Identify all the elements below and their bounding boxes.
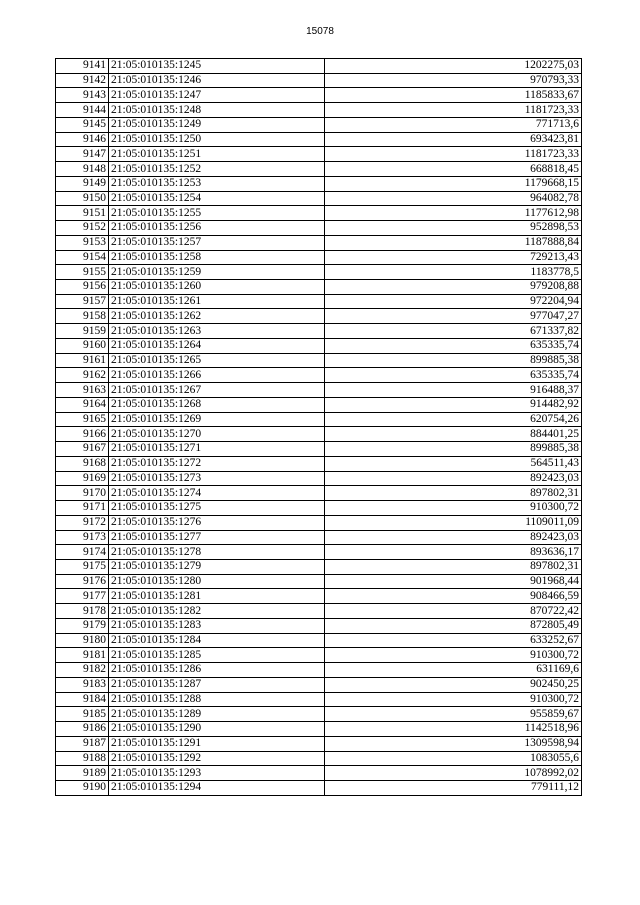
- row-number-cell: 9187: [56, 736, 109, 751]
- table-row: [56, 604, 582, 619]
- cadastral-number-cell: 21:05:010135:1281: [109, 589, 325, 604]
- table-row: [56, 412, 582, 427]
- row-number-cell: 9186: [56, 722, 109, 737]
- cadastral-number-cell: 21:05:010135:1245: [109, 59, 325, 74]
- table-row: [56, 265, 582, 280]
- row-number-cell: 9143: [56, 88, 109, 103]
- table-row: [56, 103, 582, 118]
- cadastral-value-cell: 1142518,96: [325, 722, 582, 737]
- cadastral-number-cell: 21:05:010135:1270: [109, 427, 325, 442]
- table-row: [56, 663, 582, 678]
- cadastral-value-cell: 902450,25: [325, 677, 582, 692]
- row-number-cell: 9168: [56, 456, 109, 471]
- cadastral-number-cell: 21:05:010135:1273: [109, 471, 325, 486]
- cadastral-value-cell: 631169,6: [325, 663, 582, 678]
- cadastral-number-cell: 21:05:010135:1290: [109, 722, 325, 737]
- row-number-cell: 9166: [56, 427, 109, 442]
- table-row: [56, 574, 582, 589]
- row-number-cell: 9170: [56, 486, 109, 501]
- row-number-cell: 9141: [56, 59, 109, 74]
- table-row: [56, 191, 582, 206]
- cadastral-number-cell: 21:05:010135:1266: [109, 368, 325, 383]
- cadastral-number-cell: 21:05:010135:1264: [109, 338, 325, 353]
- row-number-cell: 9151: [56, 206, 109, 221]
- table-row: [56, 88, 582, 103]
- row-number-cell: 9181: [56, 648, 109, 663]
- cadastral-number-cell: 21:05:010135:1271: [109, 442, 325, 457]
- cadastral-number-cell: 21:05:010135:1286: [109, 663, 325, 678]
- table-row: [56, 427, 582, 442]
- cadastral-value-cell: 1179668,15: [325, 176, 582, 191]
- row-number-cell: 9175: [56, 559, 109, 574]
- cadastral-number-cell: 21:05:010135:1265: [109, 353, 325, 368]
- table-row: [56, 545, 582, 560]
- cadastral-number-cell: 21:05:010135:1268: [109, 397, 325, 412]
- cadastral-number-cell: 21:05:010135:1283: [109, 618, 325, 633]
- cadastral-value-cell: 1181723,33: [325, 147, 582, 162]
- cadastral-number-cell: 21:05:010135:1246: [109, 73, 325, 88]
- cadastral-value-cell: 1202275,03: [325, 59, 582, 74]
- cadastral-number-cell: 21:05:010135:1291: [109, 736, 325, 751]
- table-row: [56, 633, 582, 648]
- table-row: [56, 501, 582, 516]
- row-number-cell: 9188: [56, 751, 109, 766]
- row-number-cell: 9152: [56, 221, 109, 236]
- row-number-cell: 9148: [56, 162, 109, 177]
- table-row: [56, 530, 582, 545]
- row-number-cell: 9145: [56, 117, 109, 132]
- cadastral-number-cell: 21:05:010135:1280: [109, 574, 325, 589]
- cadastral-number-cell: 21:05:010135:1275: [109, 501, 325, 516]
- table-row: [56, 780, 582, 795]
- cadastral-value-cell: 914482,92: [325, 397, 582, 412]
- cadastral-value-cell: 916488,37: [325, 383, 582, 398]
- table-row: [56, 677, 582, 692]
- row-number-cell: 9161: [56, 353, 109, 368]
- cadastral-value-cell: 910300,72: [325, 648, 582, 663]
- row-number-cell: 9173: [56, 530, 109, 545]
- cadastral-number-cell: 21:05:010135:1262: [109, 309, 325, 324]
- table-row: [56, 206, 582, 221]
- row-number-cell: 9189: [56, 766, 109, 781]
- cadastral-number-cell: 21:05:010135:1293: [109, 766, 325, 781]
- cadastral-number-cell: 21:05:010135:1250: [109, 132, 325, 147]
- row-number-cell: 9180: [56, 633, 109, 648]
- cadastral-value-cell: 1083055,6: [325, 751, 582, 766]
- cadastral-value-cell: 1185833,67: [325, 88, 582, 103]
- cadastral-value-cell: 899885,38: [325, 442, 582, 457]
- row-number-cell: 9144: [56, 103, 109, 118]
- table-row: [56, 751, 582, 766]
- cadastral-value-cell: 668818,45: [325, 162, 582, 177]
- cadastral-number-cell: 21:05:010135:1253: [109, 176, 325, 191]
- cadastral-value-cell: 671337,82: [325, 324, 582, 339]
- row-number-cell: 9178: [56, 604, 109, 619]
- table-row: [56, 486, 582, 501]
- row-number-cell: 9190: [56, 780, 109, 795]
- cadastral-value-cell: 1309598,94: [325, 736, 582, 751]
- table-row: [56, 515, 582, 530]
- cadastral-value-cell: 1109011,09: [325, 515, 582, 530]
- cadastral-value-cell: 908466,59: [325, 589, 582, 604]
- cadastral-value-cell: 564511,43: [325, 456, 582, 471]
- table-row: [56, 162, 582, 177]
- cadastral-number-cell: 21:05:010135:1285: [109, 648, 325, 663]
- cadastral-value-cell: 972204,94: [325, 294, 582, 309]
- cadastral-number-cell: 21:05:010135:1263: [109, 324, 325, 339]
- row-number-cell: 9174: [56, 545, 109, 560]
- table-row: [56, 368, 582, 383]
- row-number-cell: 9167: [56, 442, 109, 457]
- row-number-cell: 9149: [56, 176, 109, 191]
- row-number-cell: 9150: [56, 191, 109, 206]
- row-number-cell: 9171: [56, 501, 109, 516]
- cadastral-number-cell: 21:05:010135:1289: [109, 707, 325, 722]
- cadastral-number-cell: 21:05:010135:1267: [109, 383, 325, 398]
- cadastral-value-cell: 897802,31: [325, 486, 582, 501]
- table-row: [56, 648, 582, 663]
- cadastral-number-cell: 21:05:010135:1277: [109, 530, 325, 545]
- table-row: [56, 618, 582, 633]
- cadastral-value-cell: 893636,17: [325, 545, 582, 560]
- cadastral-value-cell: 1181723,33: [325, 103, 582, 118]
- table-row: [56, 442, 582, 457]
- row-number-cell: 9179: [56, 618, 109, 633]
- row-number-cell: 9159: [56, 324, 109, 339]
- cadastral-value-cell: 779111,12: [325, 780, 582, 795]
- row-number-cell: 9176: [56, 574, 109, 589]
- table-row: [56, 353, 582, 368]
- row-number-cell: 9160: [56, 338, 109, 353]
- cadastral-number-cell: 21:05:010135:1278: [109, 545, 325, 560]
- cadastral-number-cell: 21:05:010135:1247: [109, 88, 325, 103]
- cadastral-value-table: [55, 58, 582, 796]
- cadastral-number-cell: 21:05:010135:1260: [109, 280, 325, 295]
- cadastral-value-cell: 952898,53: [325, 221, 582, 236]
- row-number-cell: 9162: [56, 368, 109, 383]
- table-row: [56, 589, 582, 604]
- table-row: [56, 324, 582, 339]
- table-row: [56, 73, 582, 88]
- row-number-cell: 9156: [56, 280, 109, 295]
- cadastral-value-cell: 771713,6: [325, 117, 582, 132]
- row-number-cell: 9163: [56, 383, 109, 398]
- cadastral-number-cell: 21:05:010135:1255: [109, 206, 325, 221]
- table-row: [56, 147, 582, 162]
- row-number-cell: 9157: [56, 294, 109, 309]
- cadastral-value-cell: 892423,03: [325, 530, 582, 545]
- table-row: [56, 221, 582, 236]
- table-row: [56, 707, 582, 722]
- cadastral-value-cell: 892423,03: [325, 471, 582, 486]
- cadastral-value-cell: 910300,72: [325, 501, 582, 516]
- cadastral-value-cell: 635335,74: [325, 338, 582, 353]
- cadastral-value-cell: 884401,25: [325, 427, 582, 442]
- table-row: [56, 456, 582, 471]
- cadastral-value-cell: 870722,42: [325, 604, 582, 619]
- cadastral-number-cell: 21:05:010135:1248: [109, 103, 325, 118]
- table-row: [56, 397, 582, 412]
- row-number-cell: 9154: [56, 250, 109, 265]
- cadastral-value-cell: 1078992,02: [325, 766, 582, 781]
- row-number-cell: 9165: [56, 412, 109, 427]
- row-number-cell: 9184: [56, 692, 109, 707]
- table-row: [56, 766, 582, 781]
- table-row: [56, 294, 582, 309]
- cadastral-value-cell: 901968,44: [325, 574, 582, 589]
- cadastral-value-cell: 955859,67: [325, 707, 582, 722]
- cadastral-number-cell: 21:05:010135:1251: [109, 147, 325, 162]
- cadastral-value-cell: 620754,26: [325, 412, 582, 427]
- cadastral-value-cell: 977047,27: [325, 309, 582, 324]
- cadastral-value-cell: 729213,43: [325, 250, 582, 265]
- page-number: 15078: [306, 26, 334, 37]
- table-row: [56, 176, 582, 191]
- cadastral-value-cell: 970793,33: [325, 73, 582, 88]
- cadastral-number-cell: 21:05:010135:1284: [109, 633, 325, 648]
- cadastral-number-cell: 21:05:010135:1272: [109, 456, 325, 471]
- table-row: [56, 235, 582, 250]
- row-number-cell: 9147: [56, 147, 109, 162]
- cadastral-value-cell: 1183778,5: [325, 265, 582, 280]
- table-row: [56, 722, 582, 737]
- cadastral-value-cell: 897802,31: [325, 559, 582, 574]
- cadastral-number-cell: 21:05:010135:1287: [109, 677, 325, 692]
- cadastral-value-cell: 693423,81: [325, 132, 582, 147]
- row-number-cell: 9153: [56, 235, 109, 250]
- cadastral-number-cell: 21:05:010135:1282: [109, 604, 325, 619]
- row-number-cell: 9185: [56, 707, 109, 722]
- cadastral-number-cell: 21:05:010135:1294: [109, 780, 325, 795]
- cadastral-number-cell: 21:05:010135:1276: [109, 515, 325, 530]
- table-row: [56, 117, 582, 132]
- cadastral-value-cell: 964082,78: [325, 191, 582, 206]
- cadastral-number-cell: 21:05:010135:1259: [109, 265, 325, 280]
- cadastral-value-cell: 899885,38: [325, 353, 582, 368]
- cadastral-value-cell: 633252,67: [325, 633, 582, 648]
- row-number-cell: 9183: [56, 677, 109, 692]
- cadastral-value-cell: 1177612,98: [325, 206, 582, 221]
- cadastral-value-cell: 635335,74: [325, 368, 582, 383]
- cadastral-number-cell: 21:05:010135:1249: [109, 117, 325, 132]
- table-row: [56, 692, 582, 707]
- row-number-cell: 9146: [56, 132, 109, 147]
- cadastral-value-cell: 910300,72: [325, 692, 582, 707]
- table-row: [56, 280, 582, 295]
- cadastral-number-cell: 21:05:010135:1292: [109, 751, 325, 766]
- cadastral-number-cell: 21:05:010135:1261: [109, 294, 325, 309]
- row-number-cell: 9142: [56, 73, 109, 88]
- cadastral-number-cell: 21:05:010135:1258: [109, 250, 325, 265]
- cadastral-value-cell: 979208,88: [325, 280, 582, 295]
- table-row: [56, 559, 582, 574]
- row-number-cell: 9158: [56, 309, 109, 324]
- cadastral-value-cell: 1187888,84: [325, 235, 582, 250]
- table-row: [56, 309, 582, 324]
- row-number-cell: 9182: [56, 663, 109, 678]
- table-row: [56, 736, 582, 751]
- table-row: [56, 132, 582, 147]
- table-row: [56, 59, 582, 74]
- cadastral-number-cell: 21:05:010135:1252: [109, 162, 325, 177]
- row-number-cell: 9177: [56, 589, 109, 604]
- cadastral-number-cell: 21:05:010135:1256: [109, 221, 325, 236]
- cadastral-number-cell: 21:05:010135:1274: [109, 486, 325, 501]
- table-body: [56, 59, 582, 796]
- row-number-cell: 9164: [56, 397, 109, 412]
- row-number-cell: 9155: [56, 265, 109, 280]
- cadastral-number-cell: 21:05:010135:1269: [109, 412, 325, 427]
- cadastral-number-cell: 21:05:010135:1257: [109, 235, 325, 250]
- row-number-cell: 9169: [56, 471, 109, 486]
- cadastral-number-cell: 21:05:010135:1279: [109, 559, 325, 574]
- table-row: [56, 471, 582, 486]
- cadastral-number-cell: 21:05:010135:1288: [109, 692, 325, 707]
- table-row: [56, 250, 582, 265]
- cadastral-number-cell: 21:05:010135:1254: [109, 191, 325, 206]
- row-number-cell: 9172: [56, 515, 109, 530]
- cadastral-value-cell: 872805,49: [325, 618, 582, 633]
- table-row: [56, 383, 582, 398]
- table-row: [56, 338, 582, 353]
